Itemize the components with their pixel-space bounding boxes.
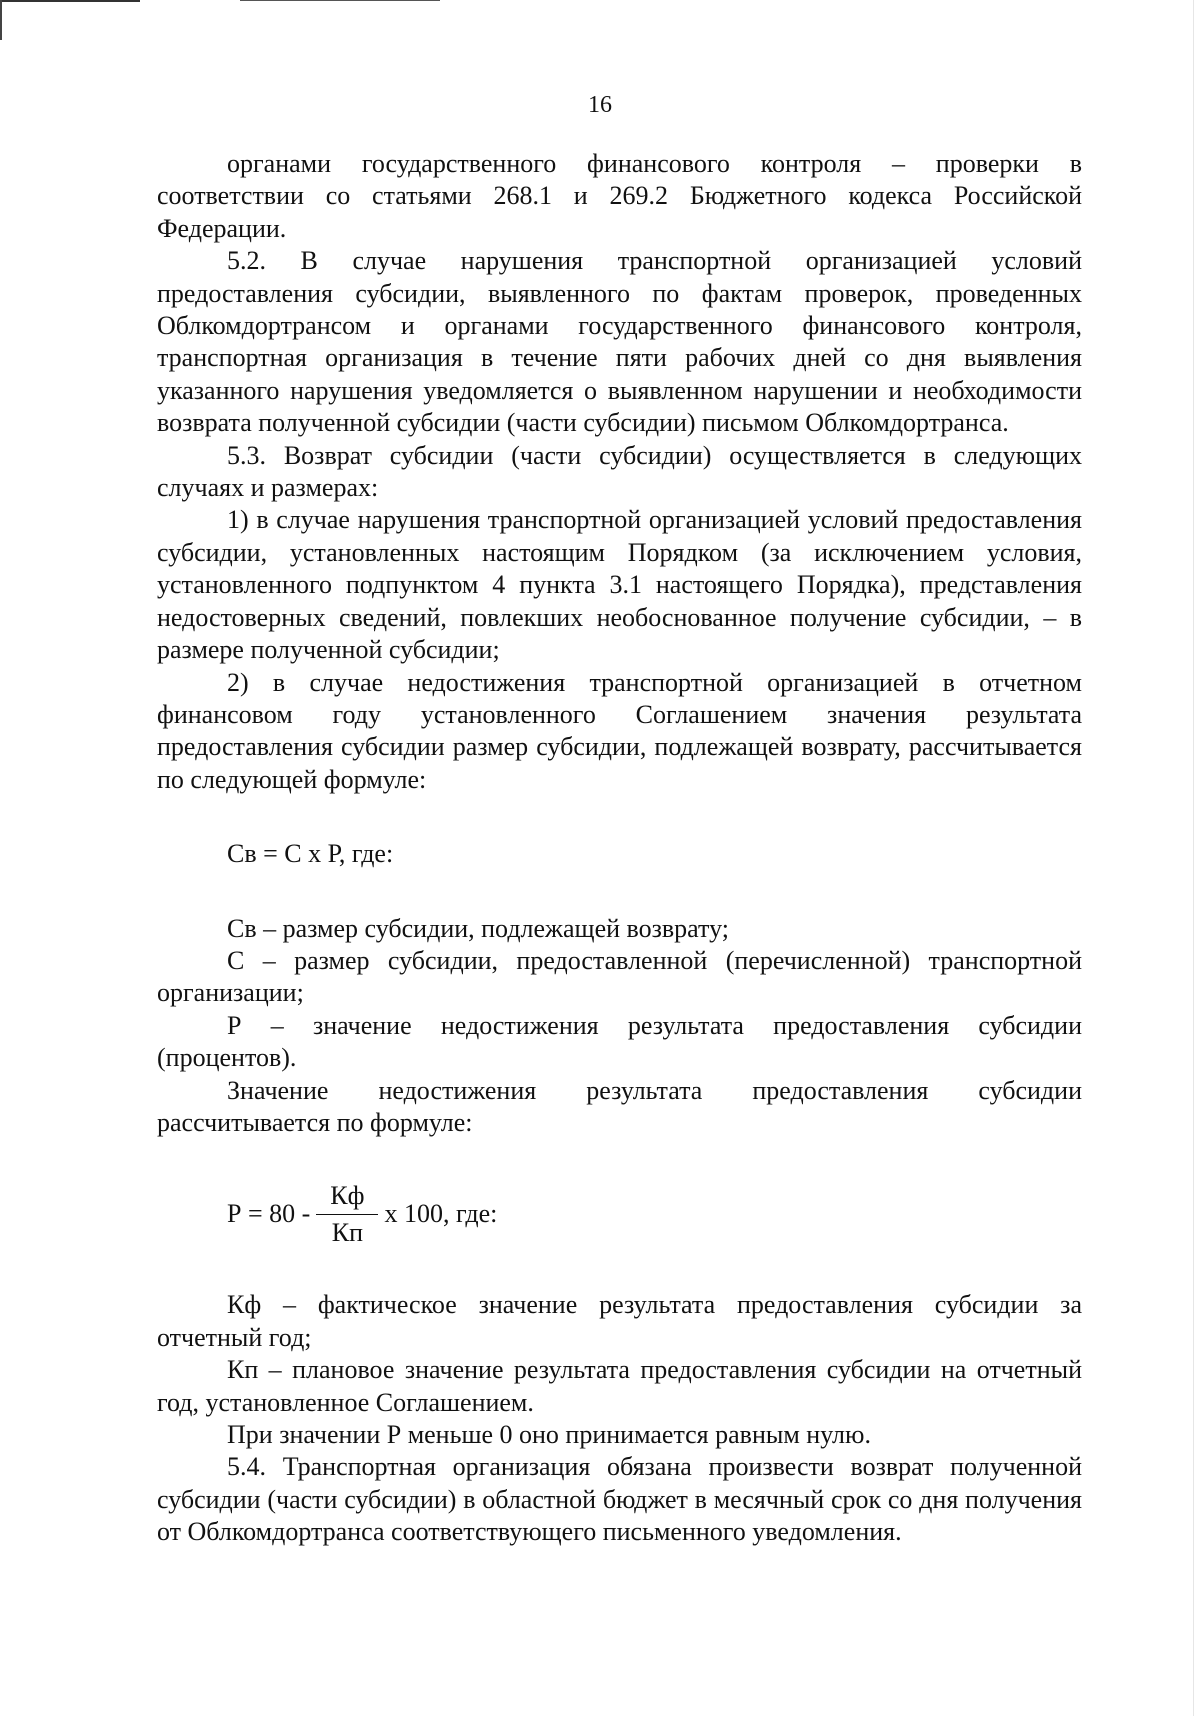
definition-kp: Кп – плановое значение результата предоставления субсидии на отчетный год, установленное Соглашением.	[157, 1355, 1082, 1417]
spacer	[157, 871, 1082, 913]
definition-sv: Св – размер субсидии, подлежащей возврату;	[227, 913, 729, 943]
formula-denominator: Кп	[331, 1217, 364, 1247]
document-body	[157, 148, 1082, 1549]
paragraph-5-4: 5.4. Транспортная организация обязана произвести возврат полученной субсидии (части субсидии) в областной бюджет в месячный срок со дня получения от Облкомдортранса соответствующего письменного уведомления.	[157, 1452, 1082, 1547]
scan-artifact-left-edge	[0, 0, 2, 40]
paragraph-r-below-zero: При значении Р меньше 0 оно принимается равным нулю.	[227, 1420, 871, 1449]
formula-numerator: Кф	[316, 1180, 378, 1215]
paragraph-r-formula-intro: Значение недостижения результата предоставления субсидии рассчитывается по формуле:	[157, 1075, 1082, 1137]
formula-suffix: х 100, где:	[384, 1199, 498, 1229]
spacer	[157, 1139, 1082, 1169]
paragraph-5-3: 5.3. Возврат субсидии (части субсидии) осуществляется в следующих случаях и размерах:	[157, 440, 1082, 503]
spacer	[157, 796, 1082, 838]
paragraph-5-2: 5.2. В случае нарушения транспортной организацией условий предоставления субсидии, выявленного по фактам проверок, проведенных Облкомдортрансом и органами государственного финансового контроля, транспортная организация в течение пяти рабочих дней со дня выявления указанного нарушения уведомляется о выявленном нарушении и необходимости возврата полученной субсидии (части субсидии) письмом Облкомдортранса.	[157, 246, 1082, 438]
formula-prefix: Р = 80 -	[227, 1199, 311, 1229]
definition-s: С – размер субсидии, предоставленной (перечисленной) транспортной организации;	[157, 945, 1082, 1008]
formula-refund-amount: Св = С х Р, где:	[227, 839, 394, 869]
page-number: 16	[588, 92, 612, 118]
paragraph-control-bodies: органами государственного финансового контроля – проверки в соответствии со статьями 268.1 и 269.2 Бюджетного кодекса Российской Федерации.	[157, 149, 1082, 243]
scan-artifact-top-line-2	[240, 0, 440, 1]
scan-artifact-top-line	[0, 0, 140, 2]
paragraph-item-1: 1) в случае нарушения транспортной организацией условий предоставления субсидии, установленных настоящим Порядком (за исключением условия, установленного подпунктом 4 пункта 3.1 настоящего Порядка), представления недостоверных сведений, повлекших необоснованное получение субсидии, – в размере полученной субсидии;	[157, 505, 1082, 665]
formula-underachievement	[157, 1169, 1082, 1259]
definition-r: Р – значение недостижения результата предоставления субсидии (процентов).	[157, 1010, 1082, 1073]
definition-kf: Кф – фактическое значение результата предоставления субсидии за отчетный год;	[157, 1290, 1082, 1352]
formula-fraction	[316, 1180, 378, 1249]
spacer	[157, 1259, 1082, 1289]
paragraph-item-2: 2) в случае недостижения транспортной организацией в отчетном финансовом году установленного Соглашением значения результата предоставления субсидии размер субсидии, подлежащей возврату, рассчитывается по следующей формуле:	[157, 667, 1082, 794]
scan-artifact-right-edge	[1193, 0, 1194, 1716]
